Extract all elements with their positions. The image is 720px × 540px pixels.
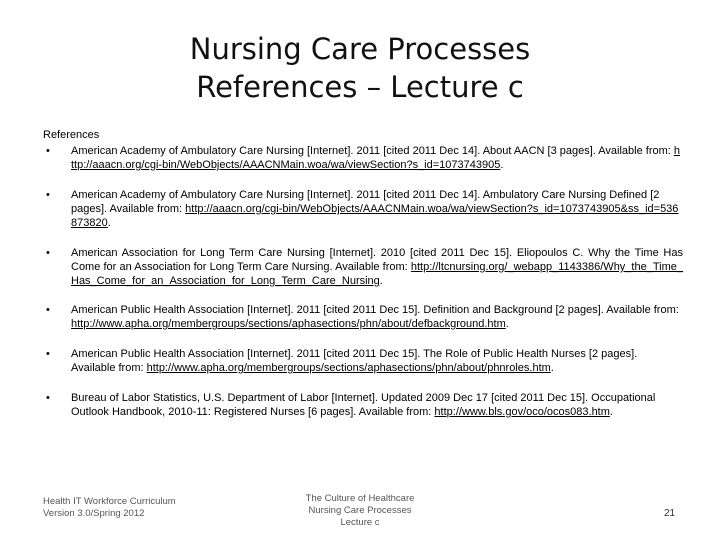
reference-text-block [71,246,683,288]
reference-link[interactable]: http://aaacn.org/cgi-bin/WebObjects/AAACNMain.woa/wa/viewSection?s_id=1073743905&ss_id=536873820 [71,203,679,229]
bullet-icon: • [46,145,50,157]
reference-link[interactable]: http://aaacn.org/cgi-bin/WebObjects/AAACNMain.woa/wa/viewSection?s_id=1073743905 [71,145,681,171]
reference-item [43,347,683,375]
reference-suffix: . [505,318,509,330]
reference-text-block [71,392,655,418]
reference-text: American Academy of Ambulatory Care Nursing [Internet]. 2011 [cited 2011 Dec 14]. About AACN [3 pages]. Available from: [71,145,674,157]
reference-text-block [71,145,680,171]
bullet-icon: • [46,247,50,259]
reference-item [43,246,683,288]
footer-center-line-3: Lecture c [340,517,380,528]
title-line-1: Nursing Care Processes [189,32,531,66]
reference-suffix: . [550,362,554,374]
reference-text: American Public Health Association [Internet]. 2011 [cited 2011 Dec 15]. Definition and Background [2 pages]. Available from: [71,304,679,316]
reference-item [43,144,683,172]
reference-suffix: . [500,159,504,171]
reference-link[interactable]: http://ltcnursing.org/_webapp_1143386/Why_the_Time_Has_Come_for_an_Association_for_Long_Term_Care_Nursing [71,261,683,287]
reference-list [43,144,683,419]
footer-left-line-1: Health IT Workforce Curriculum [43,496,176,507]
reference-suffix: . [609,406,613,418]
reference-link[interactable]: http://www.apha.org/membergroups/sections/aphasections/phn/about/phnroles.htm [146,362,551,374]
references-heading: References [43,129,100,141]
bullet-icon: • [46,348,50,360]
reference-link[interactable]: http://www.apha.org/membergroups/sections/aphasections/phn/about/defbackground.htm [71,318,506,330]
reference-text: American Academy of Ambulatory Care Nursing [Internet]. 2011 [cited 2011 Dec 14]. Ambulatory Care Nursing Defined [2 pages]. Available from: [71,189,660,215]
footer-center-line-1: The Culture of Healthcare [305,493,415,504]
reference-item [43,303,683,331]
reference-text: American Public Health Association [Internet]. 2011 [cited 2011 Dec 15]. The Role of Public Health Nurses [2 pages]. Available from: [71,348,638,374]
reference-text-block [71,348,637,374]
reference-text-block [71,189,678,229]
reference-item [43,391,683,419]
footer-left-line-2: Version 3.0/Spring 2012 [43,508,145,519]
footer-center-line-2: Nursing Care Processes [308,505,412,516]
footer-course [280,493,440,529]
reference-item [43,188,683,230]
reference-link[interactable]: http://www.bls.gov/oco/ocos083.htm [434,406,610,418]
reference-text: Bureau of Labor Statistics, U.S. Department of Labor [Internet]. Updated 2009 Dec 17 [cited 2011 Dec 15]. Occupational Outlook Handbook, 2010-11: Registered Nurses [6 pages]. Available from: [71,392,656,418]
bullet-icon: • [46,189,50,201]
references-section [43,128,683,419]
bullet-icon: • [46,392,50,404]
reference-suffix: . [107,217,111,229]
page-number: 21 [664,508,676,519]
title-line-2: References – Lecture c [196,70,524,104]
reference-text-block [71,304,679,330]
reference-suffix: . [379,275,383,287]
footer-curriculum [43,496,176,520]
reference-text: American Association for Long Term Care Nursing [Internet]. 2010 [cited 2011 Dec 15]. Eliopoulos C. Why the Time Has Come for an Association for Long Term Care Nursing. Available from: [71,247,683,273]
bullet-icon: • [46,304,50,316]
page-title [0,30,720,106]
